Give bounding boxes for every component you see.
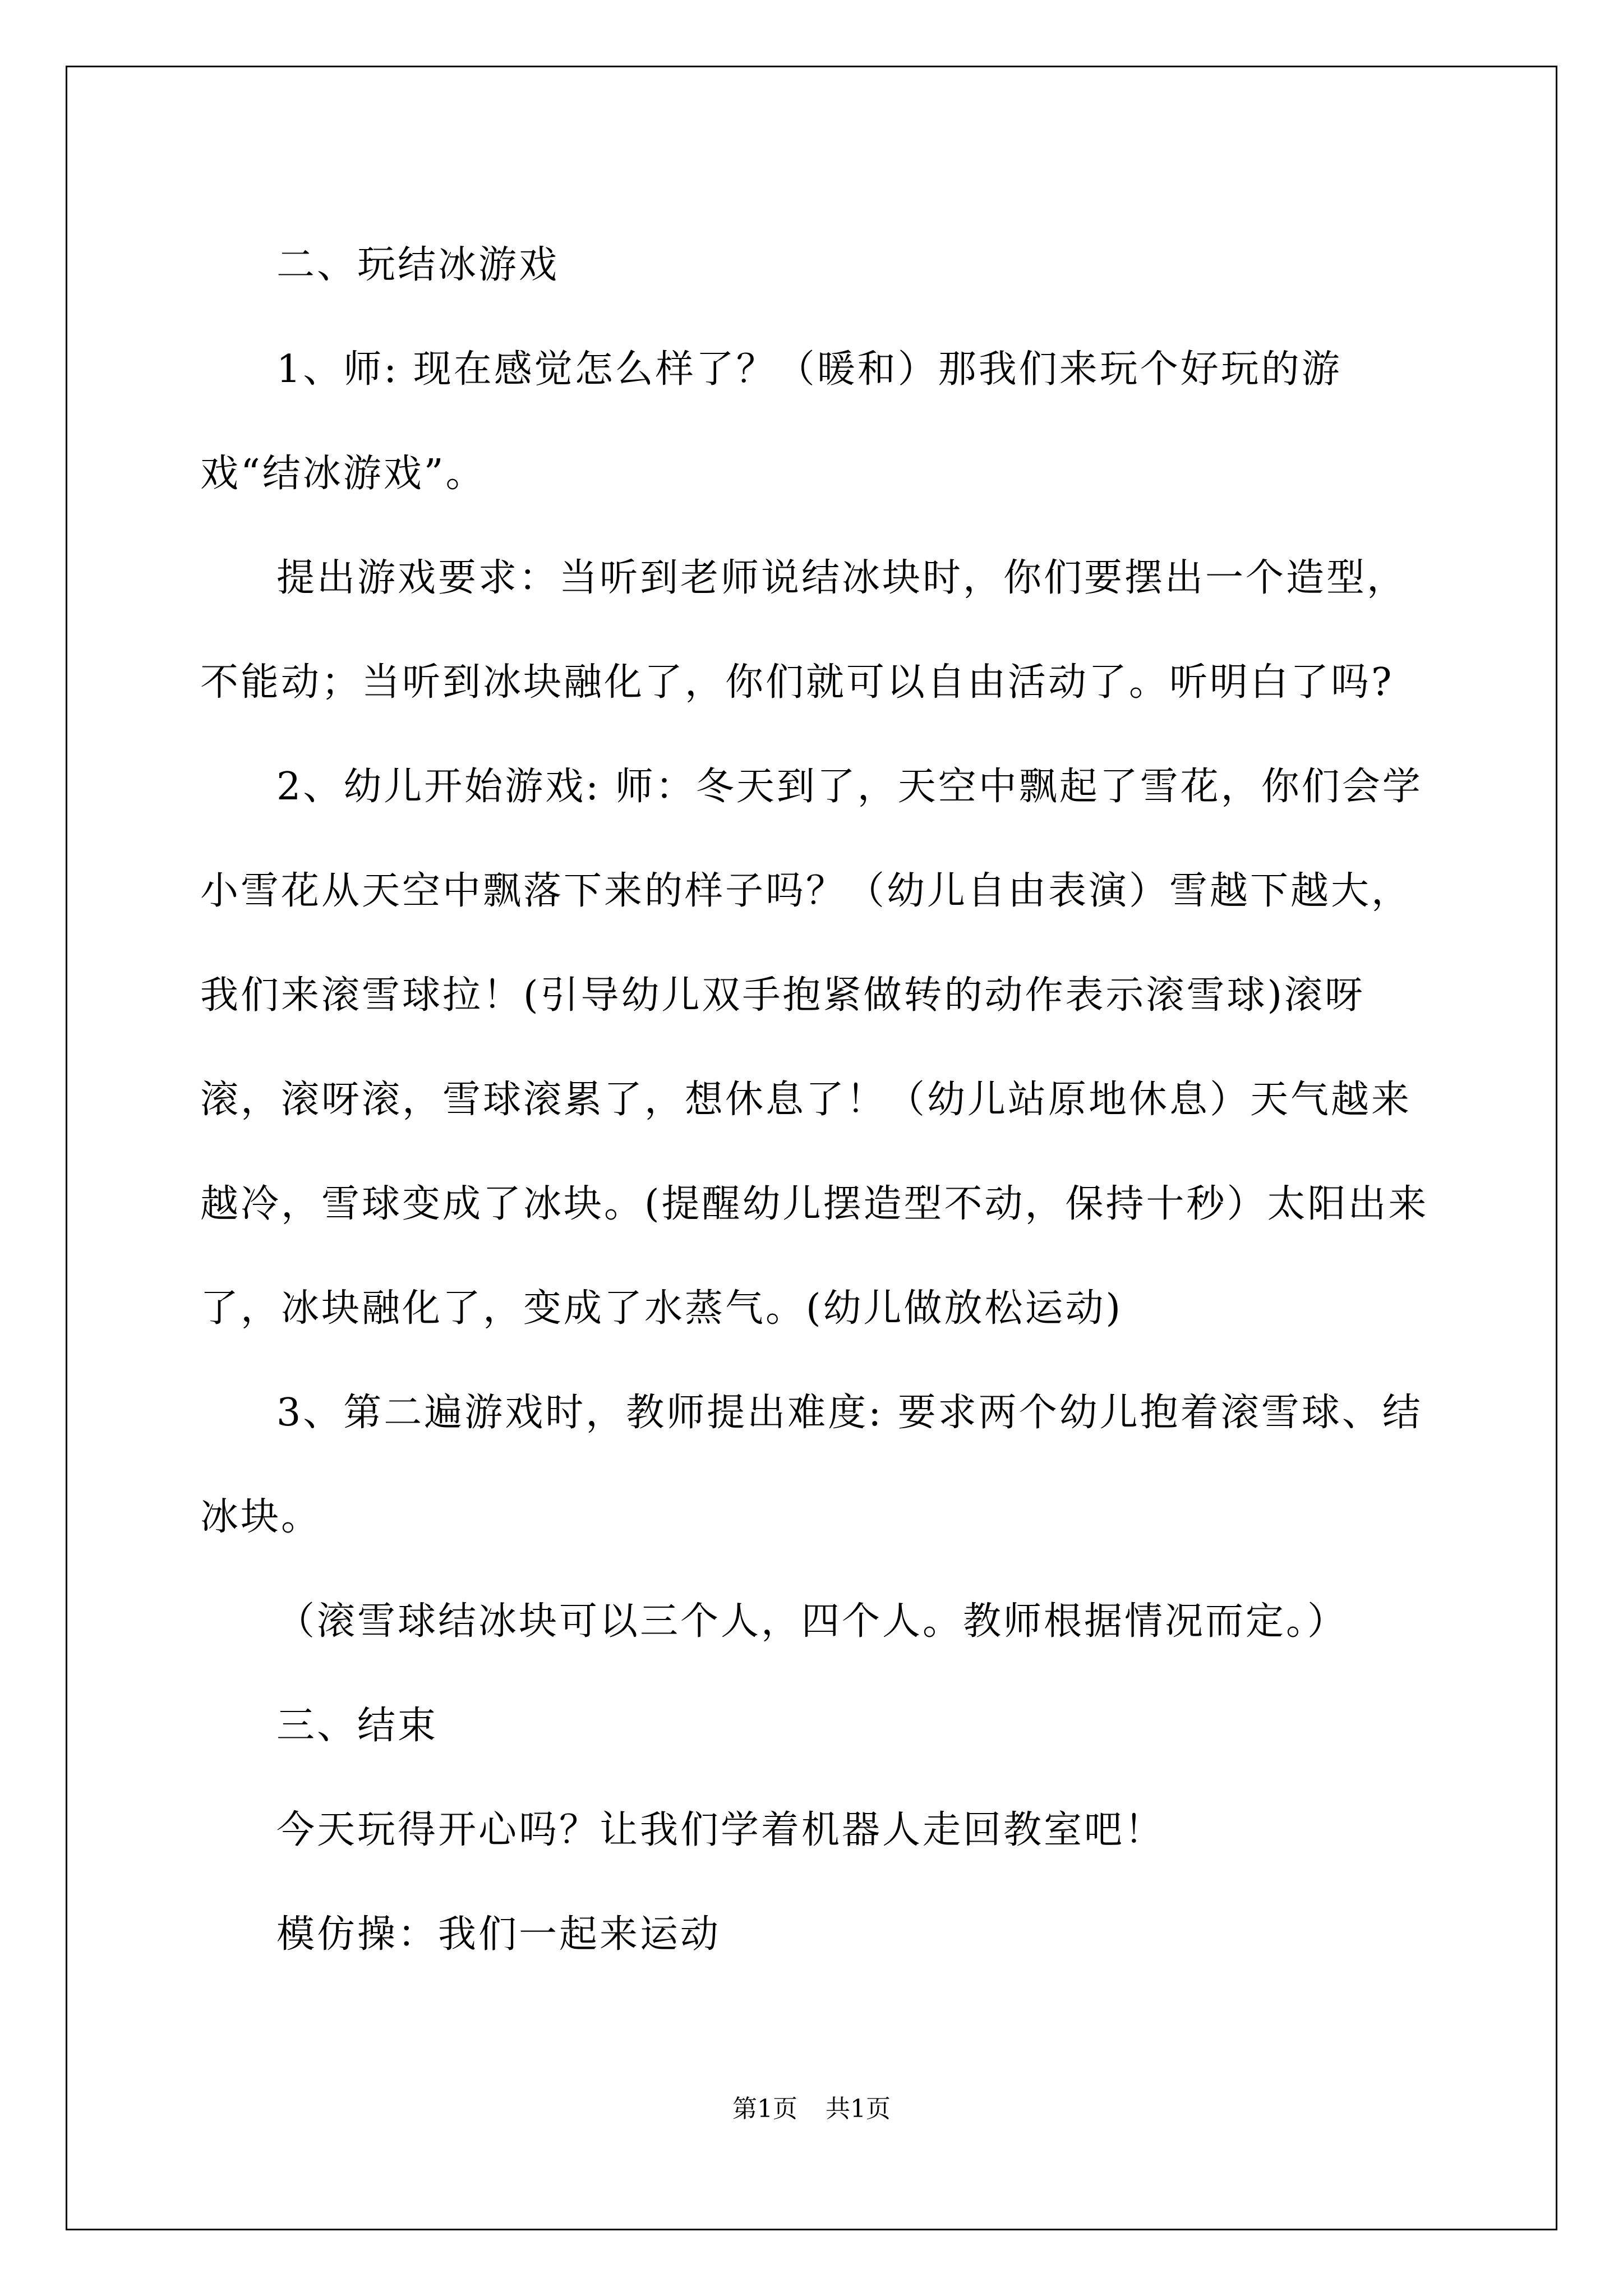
section-heading-play-game: 二、玩结冰游戏 [276,243,560,287]
document-body [200,213,1434,1987]
paragraph-step-2: 2、幼儿开始游戏: 师：冬天到了，天空中飘起了雪花，你们会学小雪花从天空中飘落下来的样子吗？（幼儿自由表演）雪越下越大，我们来滚雪球拉！(引导幼儿双手抱紧做转的动作表示滚雪球)滚呀滚，滚呀滚，雪球滚累了，想休息了！（幼儿站原地休息）天气越来越冷，雪球变成了冰块。(提醒幼儿摆造型不动，保持十秒）太阳出来了，冰块融化了，变成了水蒸气。(幼儿做放松运动) [200,765,1429,1331]
paragraph-note: （滚雪球结冰块可以三个人，四个人。教师根据情况而定。） [276,1599,1348,1644]
page-number: 第1页 [732,2095,797,2123]
paragraph-closing: 今天玩得开心吗？让我们学着机器人走回教室吧！ [276,1808,1165,1852]
paragraph-step-1: 1、师: 现在感觉怎么样了？（暖和）那我们来玩个好玩的游戏“结冰游戏”。 [200,347,1342,496]
page-footer [0,2092,1623,2126]
paragraph-exercise: 模仿操：我们一起来运动 [276,1912,721,1957]
paragraph-step-3: 3、第二遍游戏时，教师提出难度: 要求两个幼儿抱着滚雪球、结冰块。 [200,1391,1423,1539]
paragraph-game-rules: 提出游戏要求：当听到老师说结冰块时，你们要摆出一个造型，不能动；当听到冰块融化了，你们就可以自由活动了。听明白了吗? [200,556,1408,705]
page-total: 共1页 [826,2095,891,2123]
section-heading-end: 三、结束 [276,1704,439,1748]
